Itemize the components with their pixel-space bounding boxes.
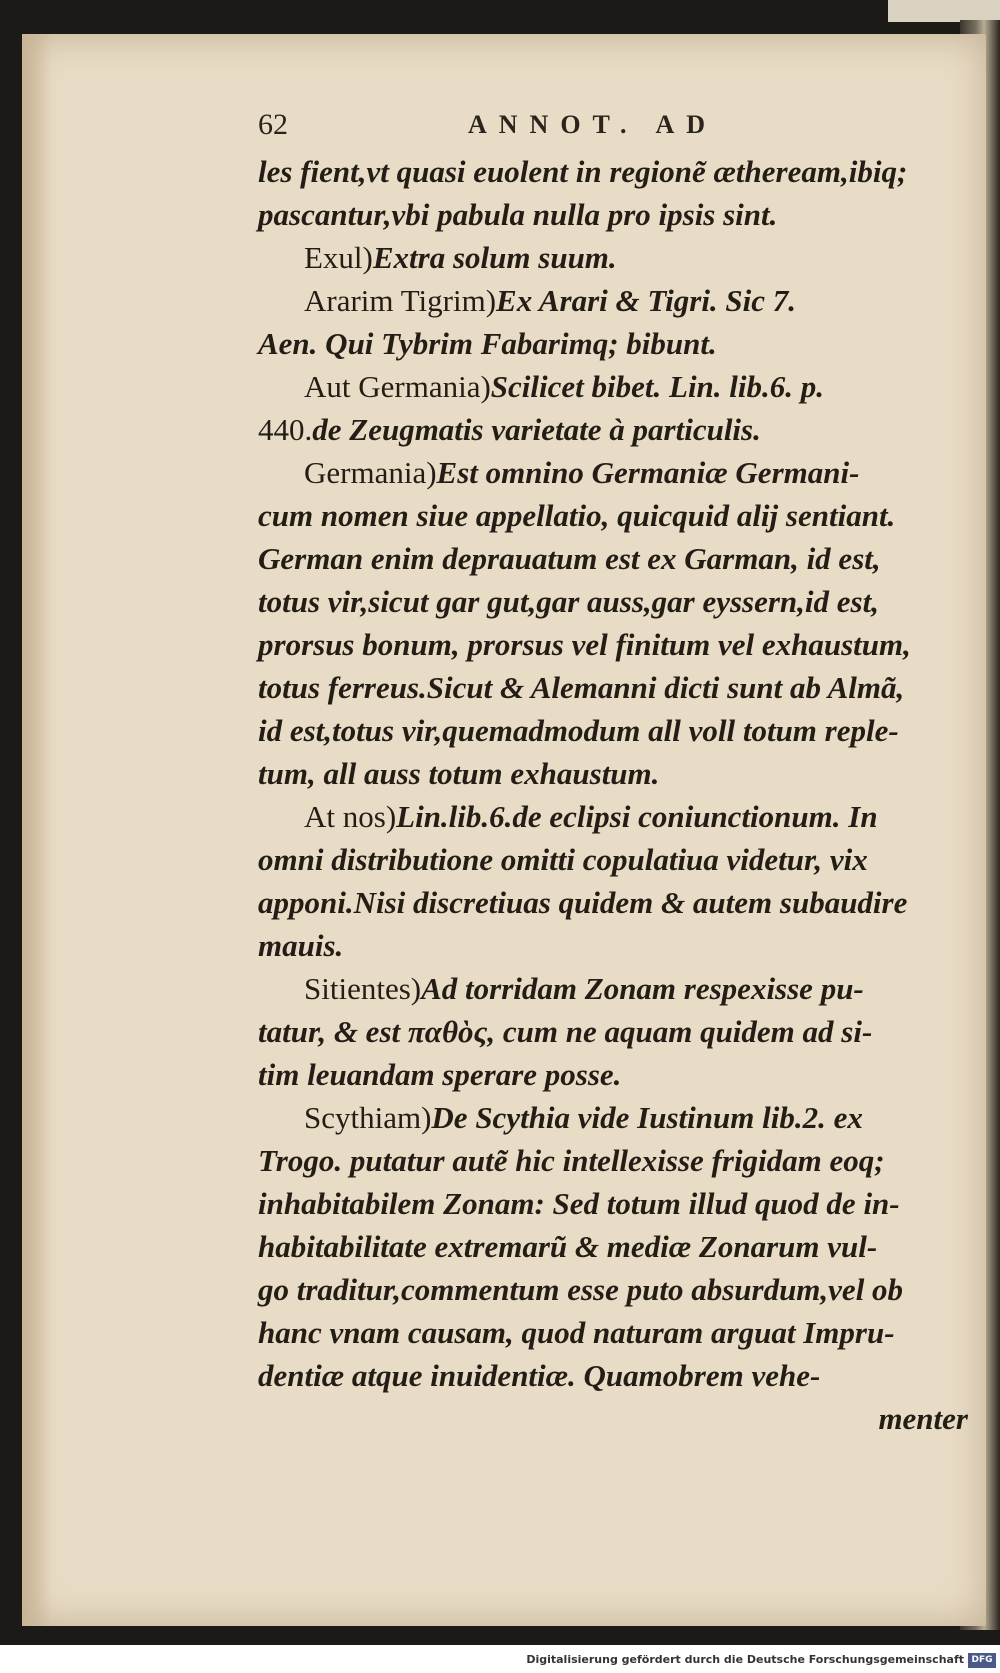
text-line [258, 1096, 968, 1139]
text-line [258, 666, 968, 709]
text-line [258, 451, 968, 494]
lemma: 440. [258, 412, 313, 447]
page-header [258, 108, 978, 148]
lemma: Aut Germania) [304, 369, 491, 404]
text-line [258, 537, 968, 580]
text-line [258, 279, 968, 322]
funding-credit: Digitalisierung gefördert durch die Deutsche Forschungsgemeinschaft [526, 1653, 964, 1666]
text-line [258, 1182, 968, 1225]
lemma: Germania) [304, 455, 437, 490]
page-number: 62 [258, 108, 288, 141]
text-line [258, 752, 968, 795]
commentary-text: German enim deprauatum est ex Garman, id est, [258, 541, 881, 576]
commentary-text: Lin.lib.6.de eclipsi coniunctionum. In [396, 799, 878, 834]
commentary-text: Est omnino Germaniæ Germani- [436, 455, 860, 490]
commentary-text: hanc vnam causam, quod naturam arguat Impru- [258, 1315, 895, 1350]
commentary-text: Trogo. putatur autẽ hic intellexisse frigidam eoq; [258, 1143, 885, 1178]
commentary-text: Scilicet bibet. Lin. lib.6. p. [490, 369, 825, 404]
commentary-text: tatur, & est παθὸς, cum ne aquam quidem ad si- [258, 1014, 873, 1049]
commentary-text: totus ferreus.Sicut & Alemanni dicti sunt ab Almã, [258, 670, 905, 705]
text-line [258, 1053, 968, 1096]
lemma: Ararim Tigrim) [304, 283, 497, 318]
text-line [258, 150, 968, 193]
commentary-text: go traditur,commentum esse puto absurdum,vel ob [258, 1272, 904, 1307]
dfg-logo: DFG [968, 1653, 996, 1668]
commentary-text: Ad torridam Zonam respexisse pu- [421, 971, 864, 1006]
text-line [258, 1139, 968, 1182]
commentary-text: prorsus bonum, prorsus vel finitum vel exhaustum, [258, 627, 911, 662]
text-line [258, 967, 968, 1010]
lemma: Sitientes) [304, 971, 422, 1006]
text-line [258, 1225, 968, 1268]
commentary-text: de Zeugmatis varietate à particulis. [312, 412, 761, 447]
commentary-text: les fient,vt quasi euolent in regionẽ ætheream,ibiq; [258, 154, 908, 189]
commentary-text: id est,totus vir,quemadmodum all voll totum reple- [258, 713, 899, 748]
commentary-text: Aen. Qui Tybrim Fabarimq; bibunt. [258, 326, 717, 361]
text-line [258, 795, 968, 838]
commentary-text: tum, all auss totum exhaustum. [258, 756, 660, 791]
commentary-text: tim leuandam sperare posse. [258, 1057, 622, 1092]
text-line [258, 365, 968, 408]
commentary-text: dentiæ atque inuidentiæ. Quamobrem vehe- [258, 1358, 821, 1393]
page-gutter-shadow [22, 34, 52, 1626]
text-line [258, 193, 968, 236]
commentary-text: totus vir,sicut gar gut,gar auss,gar eyssern,id est, [258, 584, 879, 619]
text-line [258, 1268, 968, 1311]
text-line [258, 1354, 968, 1397]
page-text [258, 150, 968, 1440]
text-line [258, 924, 968, 967]
text-line [258, 494, 968, 537]
text-line [258, 408, 968, 451]
commentary-text: mauis. [258, 928, 344, 963]
commentary-text: De Scythia vide Iustinum lib.2. ex [431, 1100, 863, 1135]
lemma: Scythiam) [304, 1100, 432, 1135]
commentary-text: Ex Arari & Tigri. Sic 7. [496, 283, 797, 318]
commentary-text: habitabilitate extremarũ & mediæ Zonarum vul- [258, 1229, 878, 1264]
commentary-text: omni distributione omitti copulatiua videtur, vix [258, 842, 868, 877]
text-line [258, 838, 968, 881]
text-line [258, 881, 968, 924]
text-line [258, 709, 968, 752]
commentary-text: inhabitabilem Zonam: Sed totum illud quod de in- [258, 1186, 900, 1221]
text-line [258, 1010, 968, 1053]
scan-edge-top [888, 0, 1000, 22]
footer-bar [0, 1650, 1000, 1673]
running-title: ANNOT. AD [468, 110, 718, 139]
text-line [258, 322, 968, 365]
lemma: At nos) [304, 799, 397, 834]
commentary-text: apponi.Nisi discretiuas quidem & autem subaudire [258, 885, 908, 920]
commentary-text: cum nomen siue appellatio, quicquid alij sentiant. [258, 498, 896, 533]
lemma: Exul) [304, 240, 373, 275]
text-line [258, 623, 968, 666]
text-line [258, 580, 968, 623]
commentary-text: pascantur,vbi pabula nulla pro ipsis sint. [258, 197, 778, 232]
text-line [258, 236, 968, 279]
catchword: menter [878, 1401, 968, 1436]
commentary-text: Extra solum suum. [372, 240, 617, 275]
text-line [258, 1311, 968, 1354]
